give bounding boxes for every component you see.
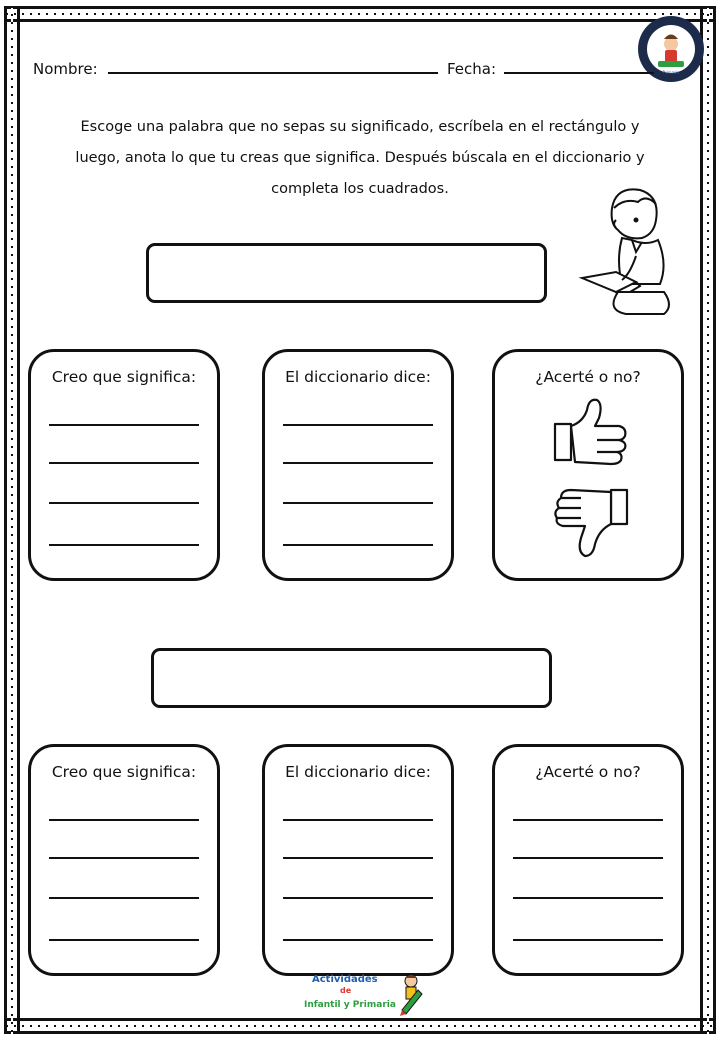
writing-line[interactable] — [283, 897, 433, 899]
thumbs-up-icon[interactable] — [551, 394, 631, 466]
footer-logo-line-3: Infantil y Primaria — [304, 1000, 396, 1010]
border-left — [4, 6, 20, 1034]
instructions-line-3: completa los cuadrados. — [271, 181, 449, 197]
footer-logo — [300, 972, 430, 1016]
writing-line[interactable] — [283, 857, 433, 859]
writing-line[interactable] — [49, 462, 199, 464]
border-top — [6, 6, 714, 22]
writing-line[interactable] — [49, 939, 199, 941]
writing-line[interactable] — [513, 857, 663, 859]
writing-line[interactable] — [283, 424, 433, 426]
writing-line[interactable] — [283, 544, 433, 546]
writing-line[interactable] — [283, 819, 433, 821]
footer-logo-line-2: de — [340, 986, 352, 995]
dictionary-card-2 — [262, 744, 454, 976]
writing-line[interactable] — [283, 502, 433, 504]
date-field[interactable] — [504, 72, 654, 74]
result-card-title: ¿Acerté o no? — [535, 368, 641, 386]
pencil-kid-icon — [396, 972, 426, 1016]
border-right — [700, 6, 716, 1034]
instructions-line-2: luego, anota lo que tu creas que significa. Después búscala en el diccionario y — [75, 150, 645, 166]
thumbs-down-icon[interactable] — [551, 484, 631, 560]
border-bottom — [6, 1018, 714, 1034]
name-label: Nombre: — [33, 60, 98, 78]
writing-line[interactable] — [283, 939, 433, 941]
result-card-title: ¿Acerté o no? — [535, 763, 641, 781]
footer-logo-line-1: Actividades — [312, 974, 378, 985]
writing-line[interactable] — [283, 462, 433, 464]
svg-text:Primaria: Primaria — [662, 70, 680, 75]
dictionary-card-title: El diccionario dice: — [285, 368, 431, 386]
word-box-2[interactable] — [151, 648, 552, 708]
guess-card-title: Creo que significa: — [51, 368, 197, 386]
dictionary-card-title: El diccionario dice: — [285, 763, 431, 781]
guess-card-title: Creo que significa: — [51, 763, 197, 781]
dictionary-card-1 — [262, 349, 454, 581]
result-card-2 — [492, 744, 684, 976]
writing-line[interactable] — [513, 939, 663, 941]
writing-line[interactable] — [49, 857, 199, 859]
writing-line[interactable] — [49, 502, 199, 504]
result-card-1 — [492, 349, 684, 581]
name-field[interactable] — [108, 72, 438, 74]
writing-line[interactable] — [513, 897, 663, 899]
guess-card-2 — [28, 744, 220, 976]
writing-line[interactable] — [49, 424, 199, 426]
word-box-1[interactable] — [146, 243, 547, 303]
writing-line[interactable] — [49, 819, 199, 821]
reading-boy-illustration — [576, 180, 676, 326]
guess-card-1 — [28, 349, 220, 581]
instructions-line-1: Escoge una palabra que no sepas su significado, escríbela en el rectángulo y — [80, 119, 640, 135]
writing-line[interactable] — [49, 544, 199, 546]
date-label: Fecha: — [447, 60, 497, 78]
writing-line[interactable] — [49, 897, 199, 899]
writing-line[interactable] — [513, 819, 663, 821]
